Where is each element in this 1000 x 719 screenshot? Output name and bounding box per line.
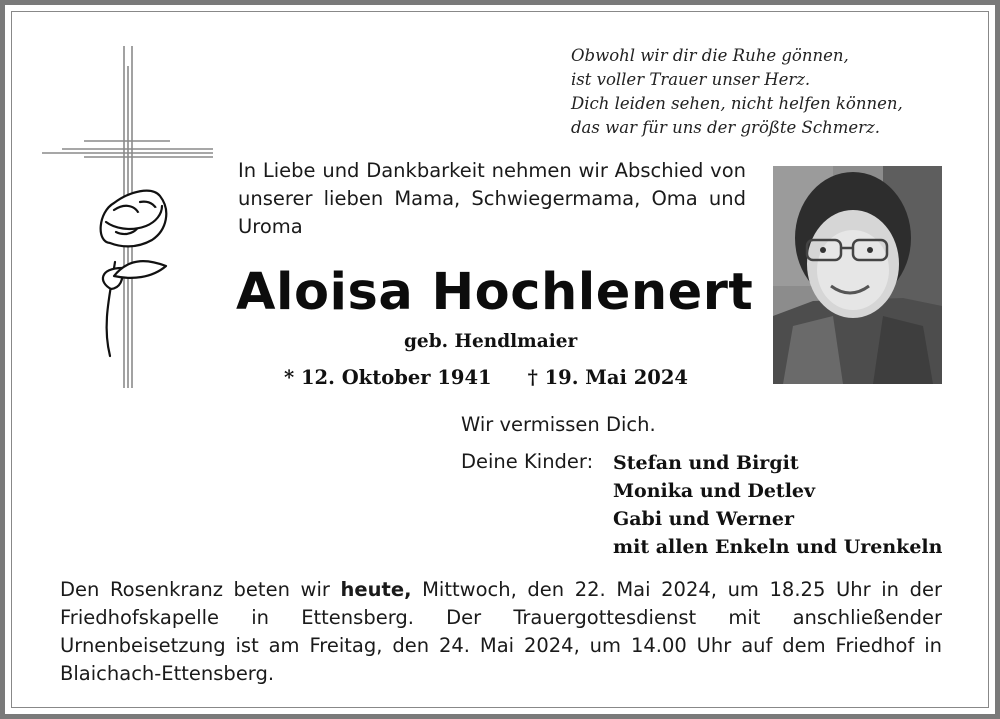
cross-rose-emblem (40, 44, 220, 394)
poem-line: das war für uns der größte Schmerz. (571, 118, 880, 137)
list-item: Stefan und Birgit (613, 452, 799, 474)
service-highlight: heute, (340, 578, 412, 601)
poem-line: ist voller Trauer unser Herz. (571, 70, 811, 89)
children-label: Deine Kinder: (461, 450, 594, 473)
maiden-name: geb. Hendlmaier (404, 331, 578, 352)
poem (571, 44, 971, 140)
poem-line: Obwohl wir dir die Ruhe gönnen, (571, 46, 849, 65)
life-dates (284, 366, 688, 389)
poem-line: Dich leiden sehen, nicht helfen können, (571, 94, 903, 113)
children-list (613, 449, 942, 561)
rose-icon (101, 191, 167, 356)
intro-text: In Liebe und Dankbarkeit nehmen wir Abschied von unserer lieben Mama, Schwiegermama, Oma und Uroma (238, 159, 746, 238)
service-text-part2: Mittwoch, den 22. Mai 2024, um 18.25 Uhr in der Friedhofskapelle in Ettensberg. Der Trauergottesdienst mit anschließender Urnenbeisetzung ist am Freitag, den 24. Mai 2024, um 14.00 Uhr auf dem Friedhof in Blaichach-Ettensberg. (60, 578, 942, 685)
list-item: Gabi und Werner (613, 508, 794, 530)
birth-date: * 12. Oktober 1941 (284, 366, 492, 389)
service-text-part1: Den Rosenkranz beten wir (60, 578, 330, 601)
service-details (60, 576, 942, 688)
list-item: Monika und Detlev (613, 480, 816, 502)
death-date: † 19. Mai 2024 (527, 366, 688, 389)
list-item: mit allen Enkeln und Urenkeln (613, 536, 943, 558)
miss-you-text: Wir vermissen Dich. (461, 413, 656, 436)
deceased-name: Aloisa Hochlenert (236, 263, 754, 322)
portrait-photo (773, 166, 942, 384)
